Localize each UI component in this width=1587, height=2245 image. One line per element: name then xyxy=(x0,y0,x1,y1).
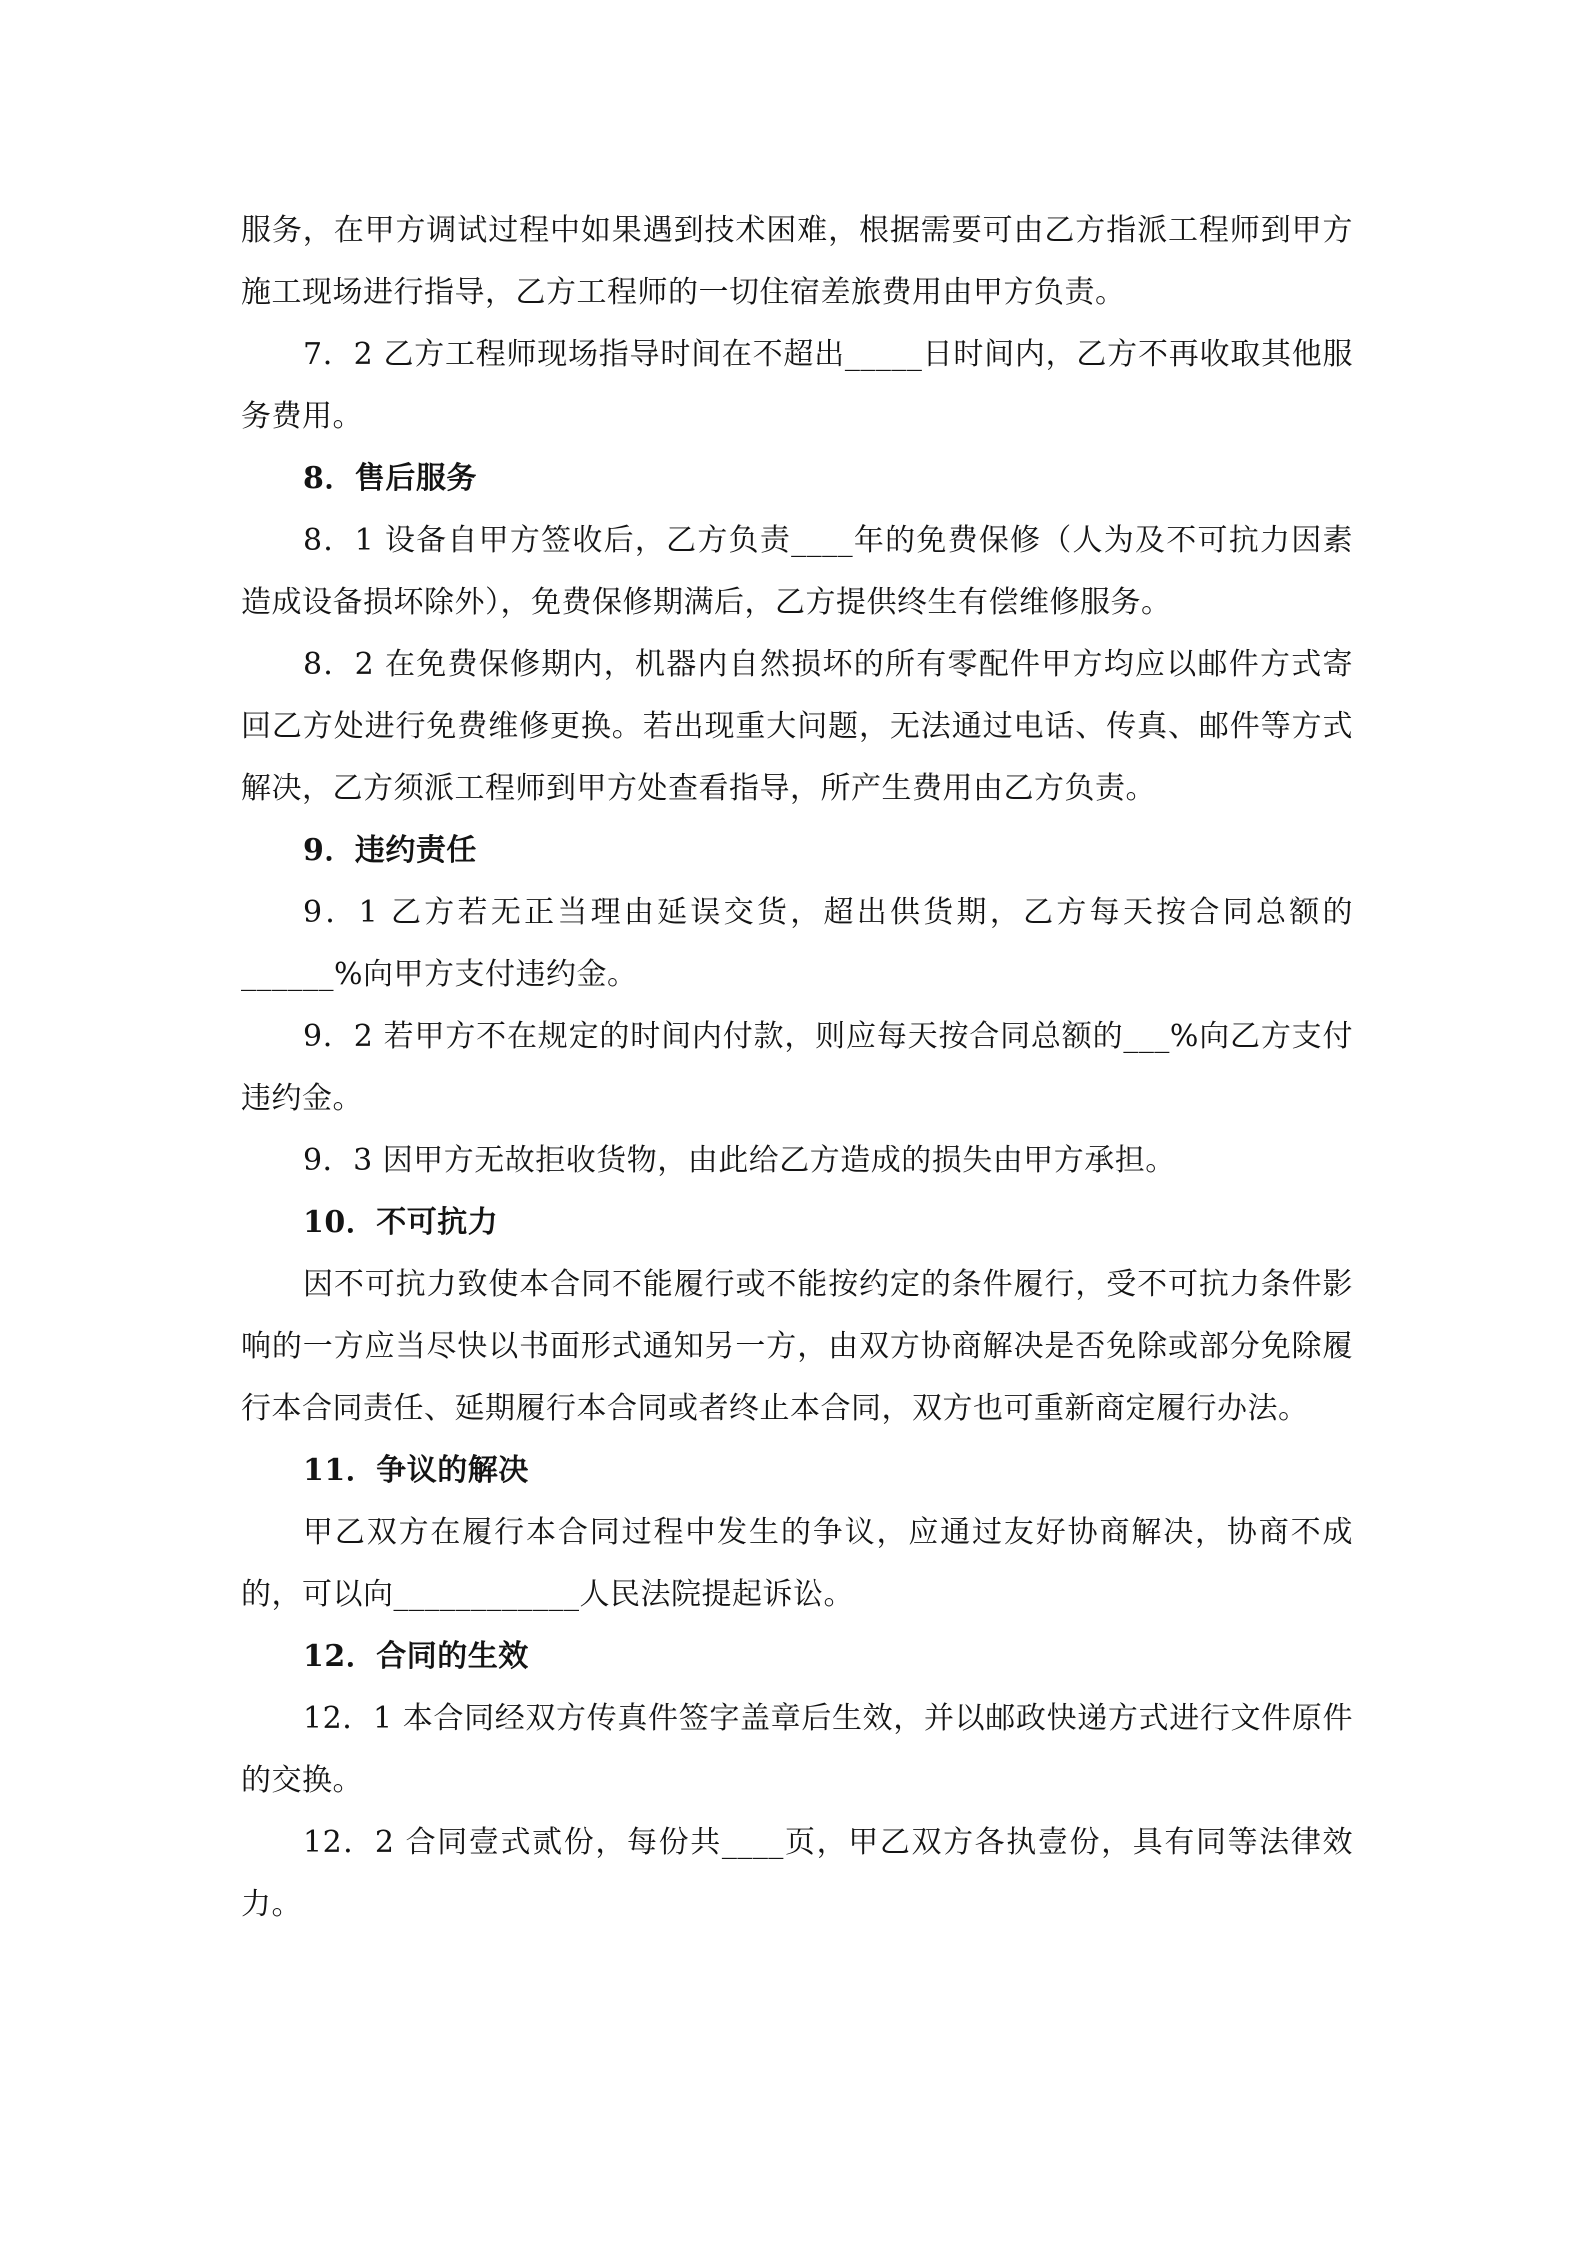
section-heading-12: 12．合同的生效 xyxy=(303,1639,529,1674)
paragraph-9-2: 9．2 若甲方不在规定的时间内付款，则应每天按合同总额的___%向乙方支付违约金。 xyxy=(241,1019,1353,1116)
section-heading-11: 11．争议的解决 xyxy=(303,1453,529,1488)
paragraph-7-1-continued: 服务，在甲方调试过程中如果遇到技术困难，根据需要可由乙方指派工程师到甲方施工现场进行指导，乙方工程师的一切住宿差旅费用由甲方负责。 xyxy=(241,213,1353,310)
paragraph-11: 甲乙双方在履行本合同过程中发生的争议，应通过友好协商解决，协商不成的，可以向____________人民法院提起诉讼。 xyxy=(241,1515,1353,1612)
document-body xyxy=(241,200,1353,1936)
paragraph-7-2: 7．2 乙方工程师现场指导时间在不超出_____日时间内，乙方不再收取其他服务费用。 xyxy=(241,337,1353,434)
paragraph-8-2: 8．2 在免费保修期内，机器内自然损坏的所有零配件甲方均应以邮件方式寄回乙方处进行免费维修更换。若出现重大问题，无法通过电话、传真、邮件等方式解决，乙方须派工程师到甲方处查看指导，所产生费用由乙方负责。 xyxy=(241,647,1353,806)
section-heading-10: 10．不可抗力 xyxy=(303,1205,499,1240)
paragraph-10: 因不可抗力致使本合同不能履行或不能按约定的条件履行，受不可抗力条件影响的一方应当尽快以书面形式通知另一方，由双方协商解决是否免除或部分免除履行本合同责任、延期履行本合同或者终止本合同，双方也可重新商定履行办法。 xyxy=(241,1267,1353,1426)
paragraph-9-3: 9．3 因甲方无故拒收货物，由此给乙方造成的损失由甲方承担。 xyxy=(303,1143,1176,1178)
section-heading-8: 8．售后服务 xyxy=(303,461,477,496)
paragraph-12-2: 12．2 合同壹式贰份，每份共____页，甲乙双方各执壹份，具有同等法律效力。 xyxy=(241,1825,1353,1922)
paragraph-9-1: 9．1 乙方若无正当理由延误交货，超出供货期，乙方每天按合同总额的______%向甲方支付违约金。 xyxy=(241,895,1353,992)
paragraph-8-1: 8．1 设备自甲方签收后，乙方负责____年的免费保修（人为及不可抗力因素造成设备损坏除外），免费保修期满后，乙方提供终生有偿维修服务。 xyxy=(241,523,1353,620)
paragraph-12-1: 12．1 本合同经双方传真件签字盖章后生效，并以邮政快递方式进行文件原件的交换。 xyxy=(241,1701,1353,1798)
section-heading-9: 9．违约责任 xyxy=(303,833,477,868)
